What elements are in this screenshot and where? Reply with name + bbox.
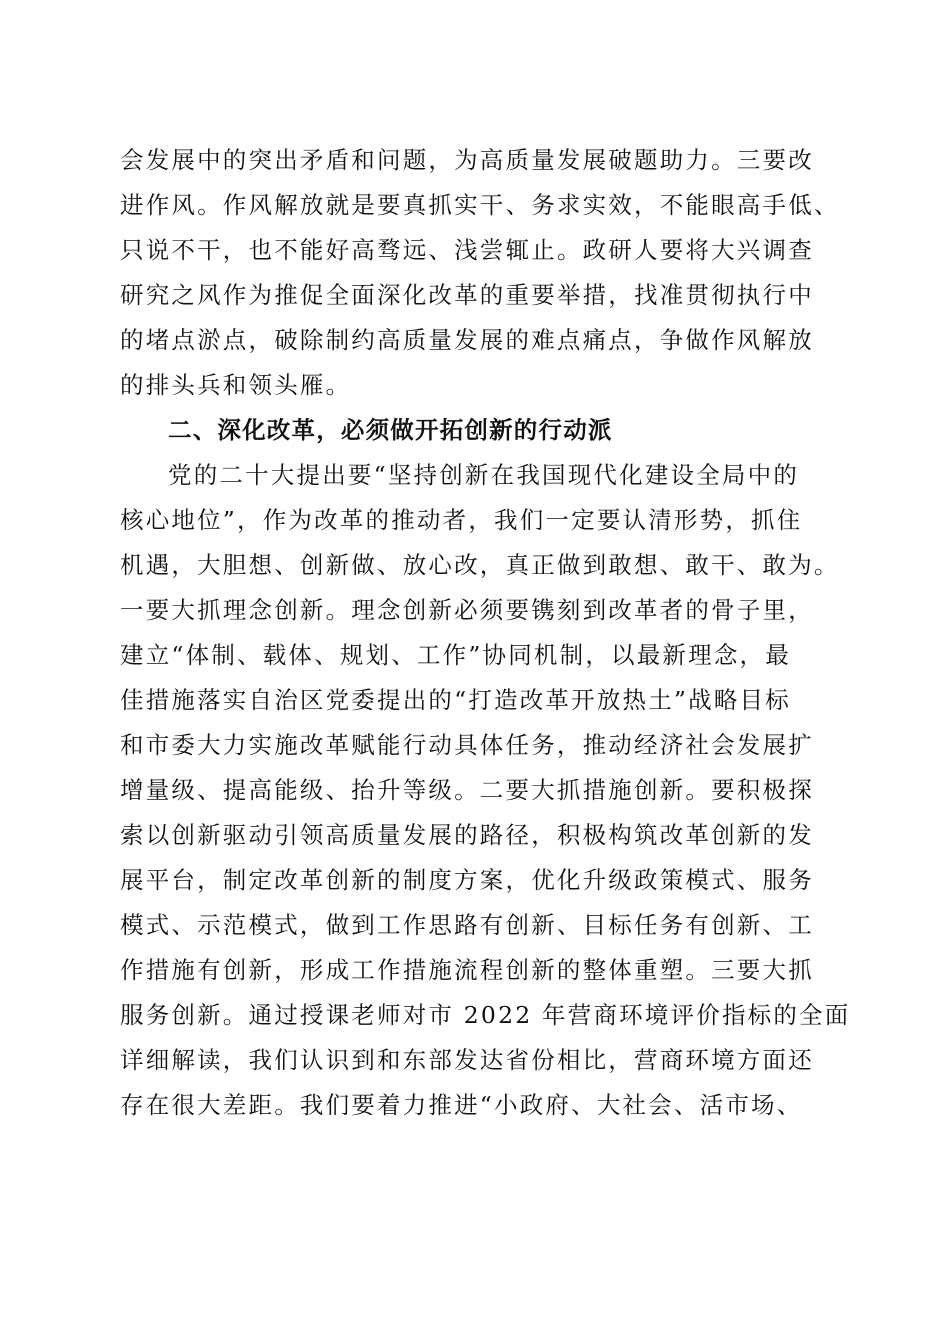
paragraph-2-line: 展平台，制定改革创新的制度方案，优化升级政策模式、服务 bbox=[120, 866, 814, 894]
paragraph-2-line: 和市委大力实施改革赋能行动具体任务，推动经济社会发展扩 bbox=[120, 731, 814, 759]
paragraph-2-line: 详细解读，我们认识到和东部发达省份相比，营商环境方面还 bbox=[120, 1046, 814, 1074]
paragraph-1-line: 进作风。作风解放就是要真抓实干、务求实效，不能眼高手低、 bbox=[120, 191, 840, 219]
document-body bbox=[120, 138, 851, 1128]
paragraph-2-line: 佳措施落实自治区党委提出的“打造改革开放热土”战略目标 bbox=[120, 686, 791, 714]
section-heading: 二、深化改革，必须做开拓创新的行动派 bbox=[168, 416, 613, 444]
paragraph-1-line: 的堵点淤点，破除制约高质量发展的难点痛点，争做作风解放 bbox=[120, 326, 814, 354]
paragraph-2-line: 模式、示范模式，做到工作思路有创新、目标任务有创新、工 bbox=[120, 911, 814, 939]
paragraph-1-line: 的排头兵和领头雁。 bbox=[120, 371, 352, 399]
paragraph-2-line: 一要大抓理念创新。理念创新必须要镌刻到改革者的骨子里， bbox=[120, 596, 814, 624]
paragraph-2-line: 索以创新驱动引领高质量发展的路径，积极构筑改革创新的发 bbox=[120, 821, 814, 849]
paragraph-2-line: 建立“体制、载体、规划、工作”协同机制，以最新理念，最 bbox=[120, 641, 791, 669]
paragraph-1-line: 只说不干，也不能好高骛远、浅尝辄止。政研人要将大兴调查 bbox=[120, 236, 814, 264]
paragraph-2-line: 党的二十大提出要“坚持创新在我国现代化建设全局中的 bbox=[168, 461, 800, 489]
paragraph-2-line: 作措施有创新，形成工作措施流程创新的整体重塑。三要大抓 bbox=[120, 956, 814, 984]
paragraph-1-line: 研究之风作为推促全面深化改革的重要举措，找准贯彻执行中 bbox=[120, 281, 814, 309]
paragraph-2-line: 机遇，大胆想、创新做、放心改，真正做到敢想、敢干、敢为。 bbox=[120, 551, 840, 579]
paragraph-2-line: 存在很大差距。我们要着力推进“小政府、大社会、活市场、 bbox=[120, 1091, 803, 1119]
paragraph-2-line: 增量级、提高能级、抬升等级。二要大抓措施创新。要积极探 bbox=[120, 776, 814, 804]
paragraph-2-line: 核心地位”，作为改革的推动者，我们一定要认清形势，抓住 bbox=[120, 506, 803, 534]
paragraph-2-line: 服务创新。通过授课老师对市 2022 年营商环境评价指标的全面 bbox=[120, 1001, 851, 1029]
paragraph-1-line: 会发展中的突出矛盾和问题，为高质量发展破题助力。三要改 bbox=[120, 146, 814, 174]
